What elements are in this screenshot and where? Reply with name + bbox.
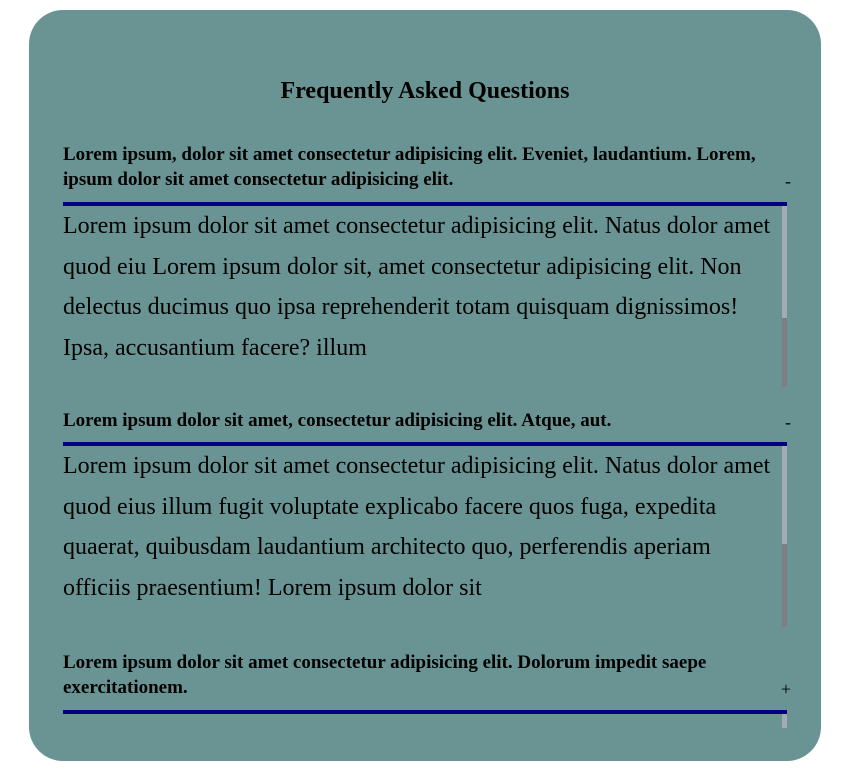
faq-question[interactable] — [63, 142, 791, 192]
faq-answer-panel[interactable] — [63, 206, 787, 387]
page-title: Frequently Asked Questions — [280, 78, 570, 104]
faq-item — [63, 650, 791, 730]
faq-answer-text: Lorem ipsum dolor sit amet consectetur adipisicing elit. Natus dolor amet quod eius illum fugit voluptate explicabo facere quos fuga, expedita quaerat, quibusdam laudantium architecto quo, perferendis aperiam officiis praesentium! Lorem ipsum dolor sit — [63, 453, 771, 601]
answer-scrollbar[interactable] — [782, 714, 787, 728]
faq-item — [63, 408, 791, 630]
faq-question-text: Lorem ipsum dolor sit amet consectetur adipisicing elit. Dolorum impedit saepe exercitationem. — [63, 652, 707, 698]
faq-answer-panel[interactable] — [63, 714, 787, 728]
faq-question[interactable] — [63, 408, 791, 433]
faq-question-text: Lorem ipsum, dolor sit amet consectetur adipisicing elit. Eveniet, laudantium. Lorem, ipsum dolor sit amet consectetur adipisicing elit. — [63, 144, 756, 190]
answer-scrollbar[interactable] — [782, 446, 787, 627]
faq-question[interactable] — [63, 650, 791, 700]
faq-item — [63, 142, 791, 388]
faq-answer-text: Lorem ipsum dolor sit amet consectetur adipisicing elit. Natus dolor amet quod eiu Lorem ipsum dolor sit, amet consectetur adipisicing elit. Non delectus ducimus quo ipsa reprehenderit totam quisquam dignissimos! Ipsa, accusantium facere? illum — [63, 213, 771, 361]
collapse-toggle-icon[interactable]: - — [785, 171, 791, 191]
expand-toggle-icon[interactable]: + — [780, 679, 791, 699]
answer-scrollbar[interactable] — [782, 206, 787, 387]
faq-card — [29, 10, 821, 761]
faq-answer-panel[interactable] — [63, 446, 787, 627]
scrollbar-thumb[interactable] — [782, 544, 787, 627]
scrollbar-thumb[interactable] — [782, 318, 787, 387]
faq-question-text: Lorem ipsum dolor sit amet, consectetur adipisicing elit. Atque, aut. — [63, 410, 612, 431]
collapse-toggle-icon[interactable]: - — [785, 412, 791, 432]
